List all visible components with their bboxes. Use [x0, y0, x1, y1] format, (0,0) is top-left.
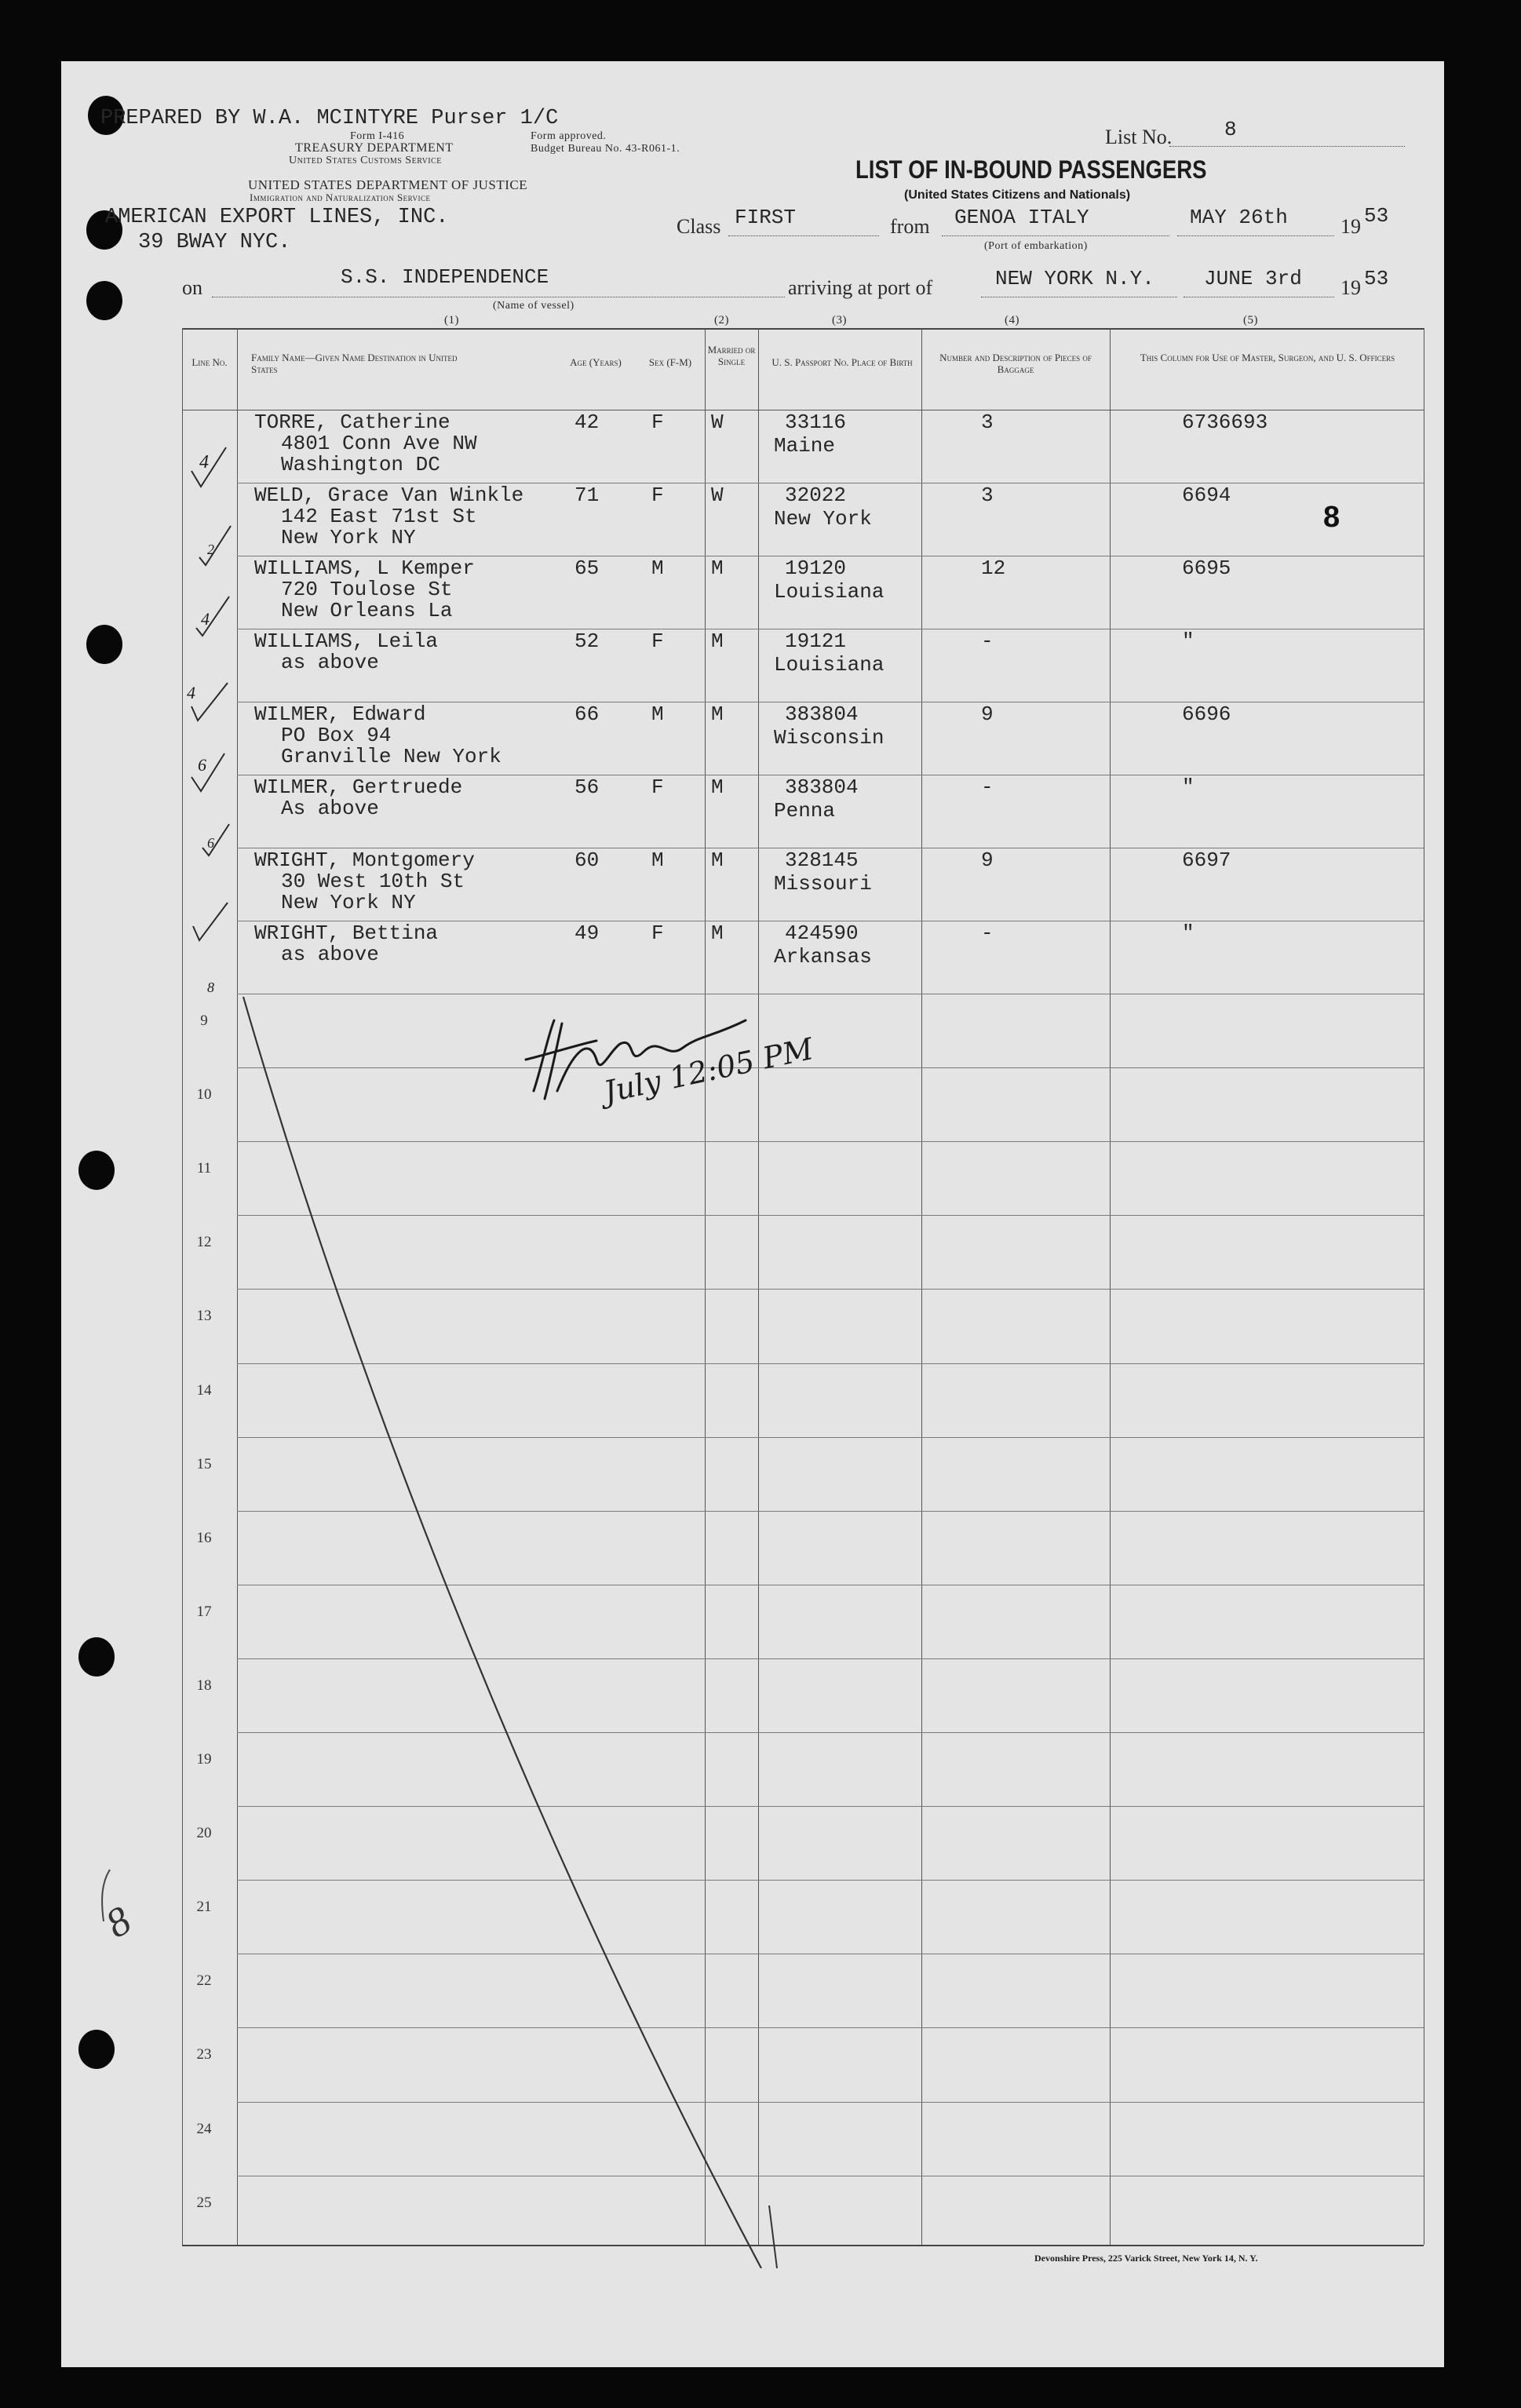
list-subtitle: (United States Citizens and Nationals) [904, 188, 1131, 202]
ins-service: Immigration and Naturalization Service [250, 192, 431, 203]
arrival-year: 53 [1364, 267, 1389, 290]
passenger-address-line1: 30 West 10th St [281, 870, 465, 893]
passenger-age: 49 [574, 921, 600, 945]
binder-hole [86, 625, 122, 664]
passport-number: 328145 [785, 848, 859, 872]
arrival-date: JUNE 3rd [1204, 267, 1302, 290]
passenger-marital-status: M [711, 702, 724, 726]
arrival-port: NEW YORK N.Y. [995, 267, 1154, 290]
vessel-label: (Name of vessel) [493, 300, 574, 312]
col-num-4: (4) [1005, 314, 1019, 327]
passenger-marital-status: M [711, 556, 724, 580]
from-label: from [890, 215, 930, 238]
place-of-birth: Penna [774, 799, 836, 823]
signature-timestamp: July 12:05 PM [600, 1031, 817, 1110]
passenger-name: WILLIAMS, Leila [254, 629, 439, 653]
line-number: 11 [196, 1160, 212, 1177]
passenger-sex: F [651, 629, 664, 653]
passenger-address-line1: as above [281, 943, 379, 966]
side-stroke [93, 1866, 116, 1929]
passenger-marital-status: W [711, 410, 724, 434]
company-address: 39 BWAY NYC. [138, 231, 291, 254]
baggage-count: 9 [981, 702, 994, 726]
officer-number: 6736693 [1182, 410, 1268, 434]
department-of-justice: UNITED STATES DEPARTMENT OF JUSTICE [248, 177, 528, 192]
passenger-sex: M [651, 702, 664, 726]
form-number: Form I-416 [350, 130, 405, 142]
baggage-count: 12 [981, 556, 1006, 580]
passport-number: 33116 [785, 410, 847, 434]
col-header-age: Age (Years) [570, 356, 622, 368]
passenger-marital-status: M [711, 848, 724, 872]
passenger-name: WILLIAMS, L Kemper [254, 556, 475, 580]
passenger-sex: F [651, 921, 664, 945]
place-of-birth: Maine [774, 434, 836, 458]
passenger-age: 65 [574, 556, 600, 580]
treasury-department: TREASURY DEPARTMENT [295, 141, 454, 155]
passenger-address-line1: PO Box 94 [281, 724, 392, 747]
margin-number: 4 [187, 683, 195, 702]
passport-number: 32022 [785, 483, 847, 507]
class-underline [728, 235, 879, 236]
col-header-married: Married or Single [707, 344, 756, 367]
line-number: 25 [196, 2194, 212, 2211]
passenger-age: 71 [574, 483, 600, 507]
line-number: 24 [196, 2120, 212, 2137]
line-number: 16 [196, 1529, 212, 1546]
margin-number: 6 [207, 835, 214, 851]
binder-hole [78, 2030, 115, 2069]
form-approved: Form approved. [531, 130, 607, 142]
margin-number: 4 [199, 452, 209, 472]
from-value: GENOA ITALY [954, 206, 1089, 229]
binder-hole [78, 1637, 115, 1676]
col-header-name: Family Name—Given Name Destination in United States [251, 352, 458, 375]
col-num-1: (1) [444, 314, 459, 327]
binder-hole [78, 1151, 115, 1190]
passenger-address-line2: Granville New York [281, 745, 502, 768]
col-num-5: (5) [1243, 314, 1258, 327]
line-number: 17 [196, 1603, 212, 1620]
line-number: 9 [200, 1012, 208, 1029]
officer-number: 6696 [1182, 702, 1231, 726]
baggage-count: 9 [981, 848, 994, 872]
place-of-birth: Louisiana [774, 653, 885, 677]
place-of-birth: Louisiana [774, 580, 885, 604]
line-number: 21 [196, 1899, 212, 1916]
margin-number: 4 [201, 609, 210, 629]
list-no-underline [1169, 146, 1405, 147]
passenger-marital-status: M [711, 629, 724, 653]
passport-number: 19120 [785, 556, 847, 580]
list-number: 8 [1224, 118, 1237, 141]
col-header-passport: U. S. Passport No. Place of Birth [771, 356, 913, 368]
passenger-address-line1: As above [281, 797, 379, 820]
col-header-officers: This Column for Use of Master, Surgeon, and U. S. Officers [1140, 352, 1395, 363]
baggage-count: - [981, 629, 994, 653]
col-header-baggage: Number and Description of Pieces of Baggage [939, 352, 1092, 375]
officer-number: " [1182, 629, 1195, 653]
port-embarkation-label: (Port of embarkation) [984, 240, 1088, 252]
passenger-name: TORRE, Catherine [254, 410, 450, 434]
departure-date: MAY 26th [1190, 206, 1288, 229]
departure-year-prefix: 19 [1340, 215, 1361, 238]
passenger-name: WRIGHT, Montgomery [254, 848, 475, 872]
margin-number: 2 [207, 542, 214, 557]
passport-number: 383804 [785, 702, 859, 726]
col-header-line: Line No. [191, 356, 228, 368]
passenger-sex: M [651, 556, 664, 580]
line-number: 19 [196, 1751, 212, 1768]
prepared-by: PREPARED BY W.A. MCINTYRE Purser 1/C [100, 107, 559, 130]
page-annotation-8: 8 [1323, 501, 1340, 534]
line-number: 10 [196, 1086, 212, 1104]
line-number: 23 [196, 2046, 212, 2063]
passenger-name: WILMER, Gertruede [254, 775, 463, 799]
line-number: 18 [196, 1676, 212, 1694]
customs-service: United States Customs Service [289, 155, 442, 166]
list-title: LIST OF IN-BOUND PASSENGERS [855, 155, 1207, 184]
from-underline [942, 235, 1169, 236]
passenger-age: 42 [574, 410, 600, 434]
line-number: 20 [196, 1825, 212, 1842]
margin-check-marks [185, 440, 279, 989]
passenger-address-line1: 4801 Conn Ave NW [281, 432, 477, 455]
class-label: Class [677, 215, 721, 238]
passenger-address-line2: New York NY [281, 526, 416, 549]
passenger-age: 60 [574, 848, 600, 872]
line-number: 12 [196, 1234, 212, 1251]
passenger-sex: F [651, 483, 664, 507]
passenger-address-line2: Washington DC [281, 453, 440, 476]
place-of-birth: Wisconsin [774, 726, 885, 750]
passenger-age: 52 [574, 629, 600, 653]
passenger-sex: M [651, 848, 664, 872]
baggage-count: - [981, 775, 994, 799]
printer-credit: Devonshire Press, 225 Varick Street, New York 14, N. Y. [1034, 2253, 1258, 2264]
passenger-name: WRIGHT, Bettina [254, 921, 439, 945]
passenger-address-line1: as above [281, 651, 379, 674]
passport-number: 383804 [785, 775, 859, 799]
baggage-count: 3 [981, 410, 994, 434]
passenger-address-line1: 720 Toulose St [281, 578, 453, 601]
officer-number: 6697 [1182, 848, 1231, 872]
place-of-birth: New York [774, 507, 872, 531]
officer-number: 6695 [1182, 556, 1231, 580]
passenger-age: 66 [574, 702, 600, 726]
side-mark: 8 [98, 1898, 139, 1947]
arrival-year-prefix: 19 [1340, 276, 1361, 299]
passenger-marital-status: M [711, 775, 724, 799]
place-of-birth: Missouri [774, 872, 872, 896]
on-label: on [182, 276, 202, 299]
line-number: 13 [196, 1308, 212, 1325]
list-no-label: List No. [1105, 126, 1173, 148]
departure-year: 53 [1364, 204, 1389, 228]
binder-hole [86, 281, 122, 320]
class-value: FIRST [735, 206, 797, 229]
passenger-name: WELD, Grace Van Winkle [254, 483, 524, 507]
baggage-count: 3 [981, 483, 994, 507]
passenger-sex: F [651, 410, 664, 434]
passenger-name: WILMER, Edward [254, 702, 426, 726]
place-of-birth: Arkansas [774, 945, 872, 969]
passenger-sex: F [651, 775, 664, 799]
line-number: 15 [196, 1455, 212, 1472]
budget-bureau: Budget Bureau No. 43-R061-1. [531, 143, 680, 155]
margin-number: 6 [198, 755, 206, 775]
departure-date-underline [1177, 235, 1334, 236]
line-number: 14 [196, 1381, 212, 1399]
baggage-count: - [981, 921, 994, 945]
passenger-address-line2: New Orleans La [281, 599, 453, 622]
cancel-line [235, 981, 785, 2268]
officer-number: " [1182, 921, 1195, 945]
col-num-3: (3) [832, 314, 847, 327]
officer-number: " [1182, 775, 1195, 799]
vessel-name: S.S. INDEPENDENCE [341, 265, 549, 289]
col-num-2: (2) [714, 314, 729, 327]
passenger-age: 56 [574, 775, 600, 799]
passport-number: 424590 [785, 921, 859, 945]
col-header-sex: Sex (F-M) [648, 356, 692, 368]
line-number: 22 [196, 1972, 212, 1990]
officer-number: 6694 [1182, 483, 1231, 507]
margin-number: 8 [207, 980, 214, 995]
passenger-address-line2: New York NY [281, 891, 416, 914]
passenger-marital-status: W [711, 483, 724, 507]
passenger-marital-status: M [711, 921, 724, 945]
arriving-label: arriving at port of [788, 276, 933, 299]
passport-number: 19121 [785, 629, 847, 653]
passenger-address-line1: 142 East 71st St [281, 505, 477, 528]
company-name: AMERICAN EXPORT LINES, INC. [105, 206, 449, 229]
